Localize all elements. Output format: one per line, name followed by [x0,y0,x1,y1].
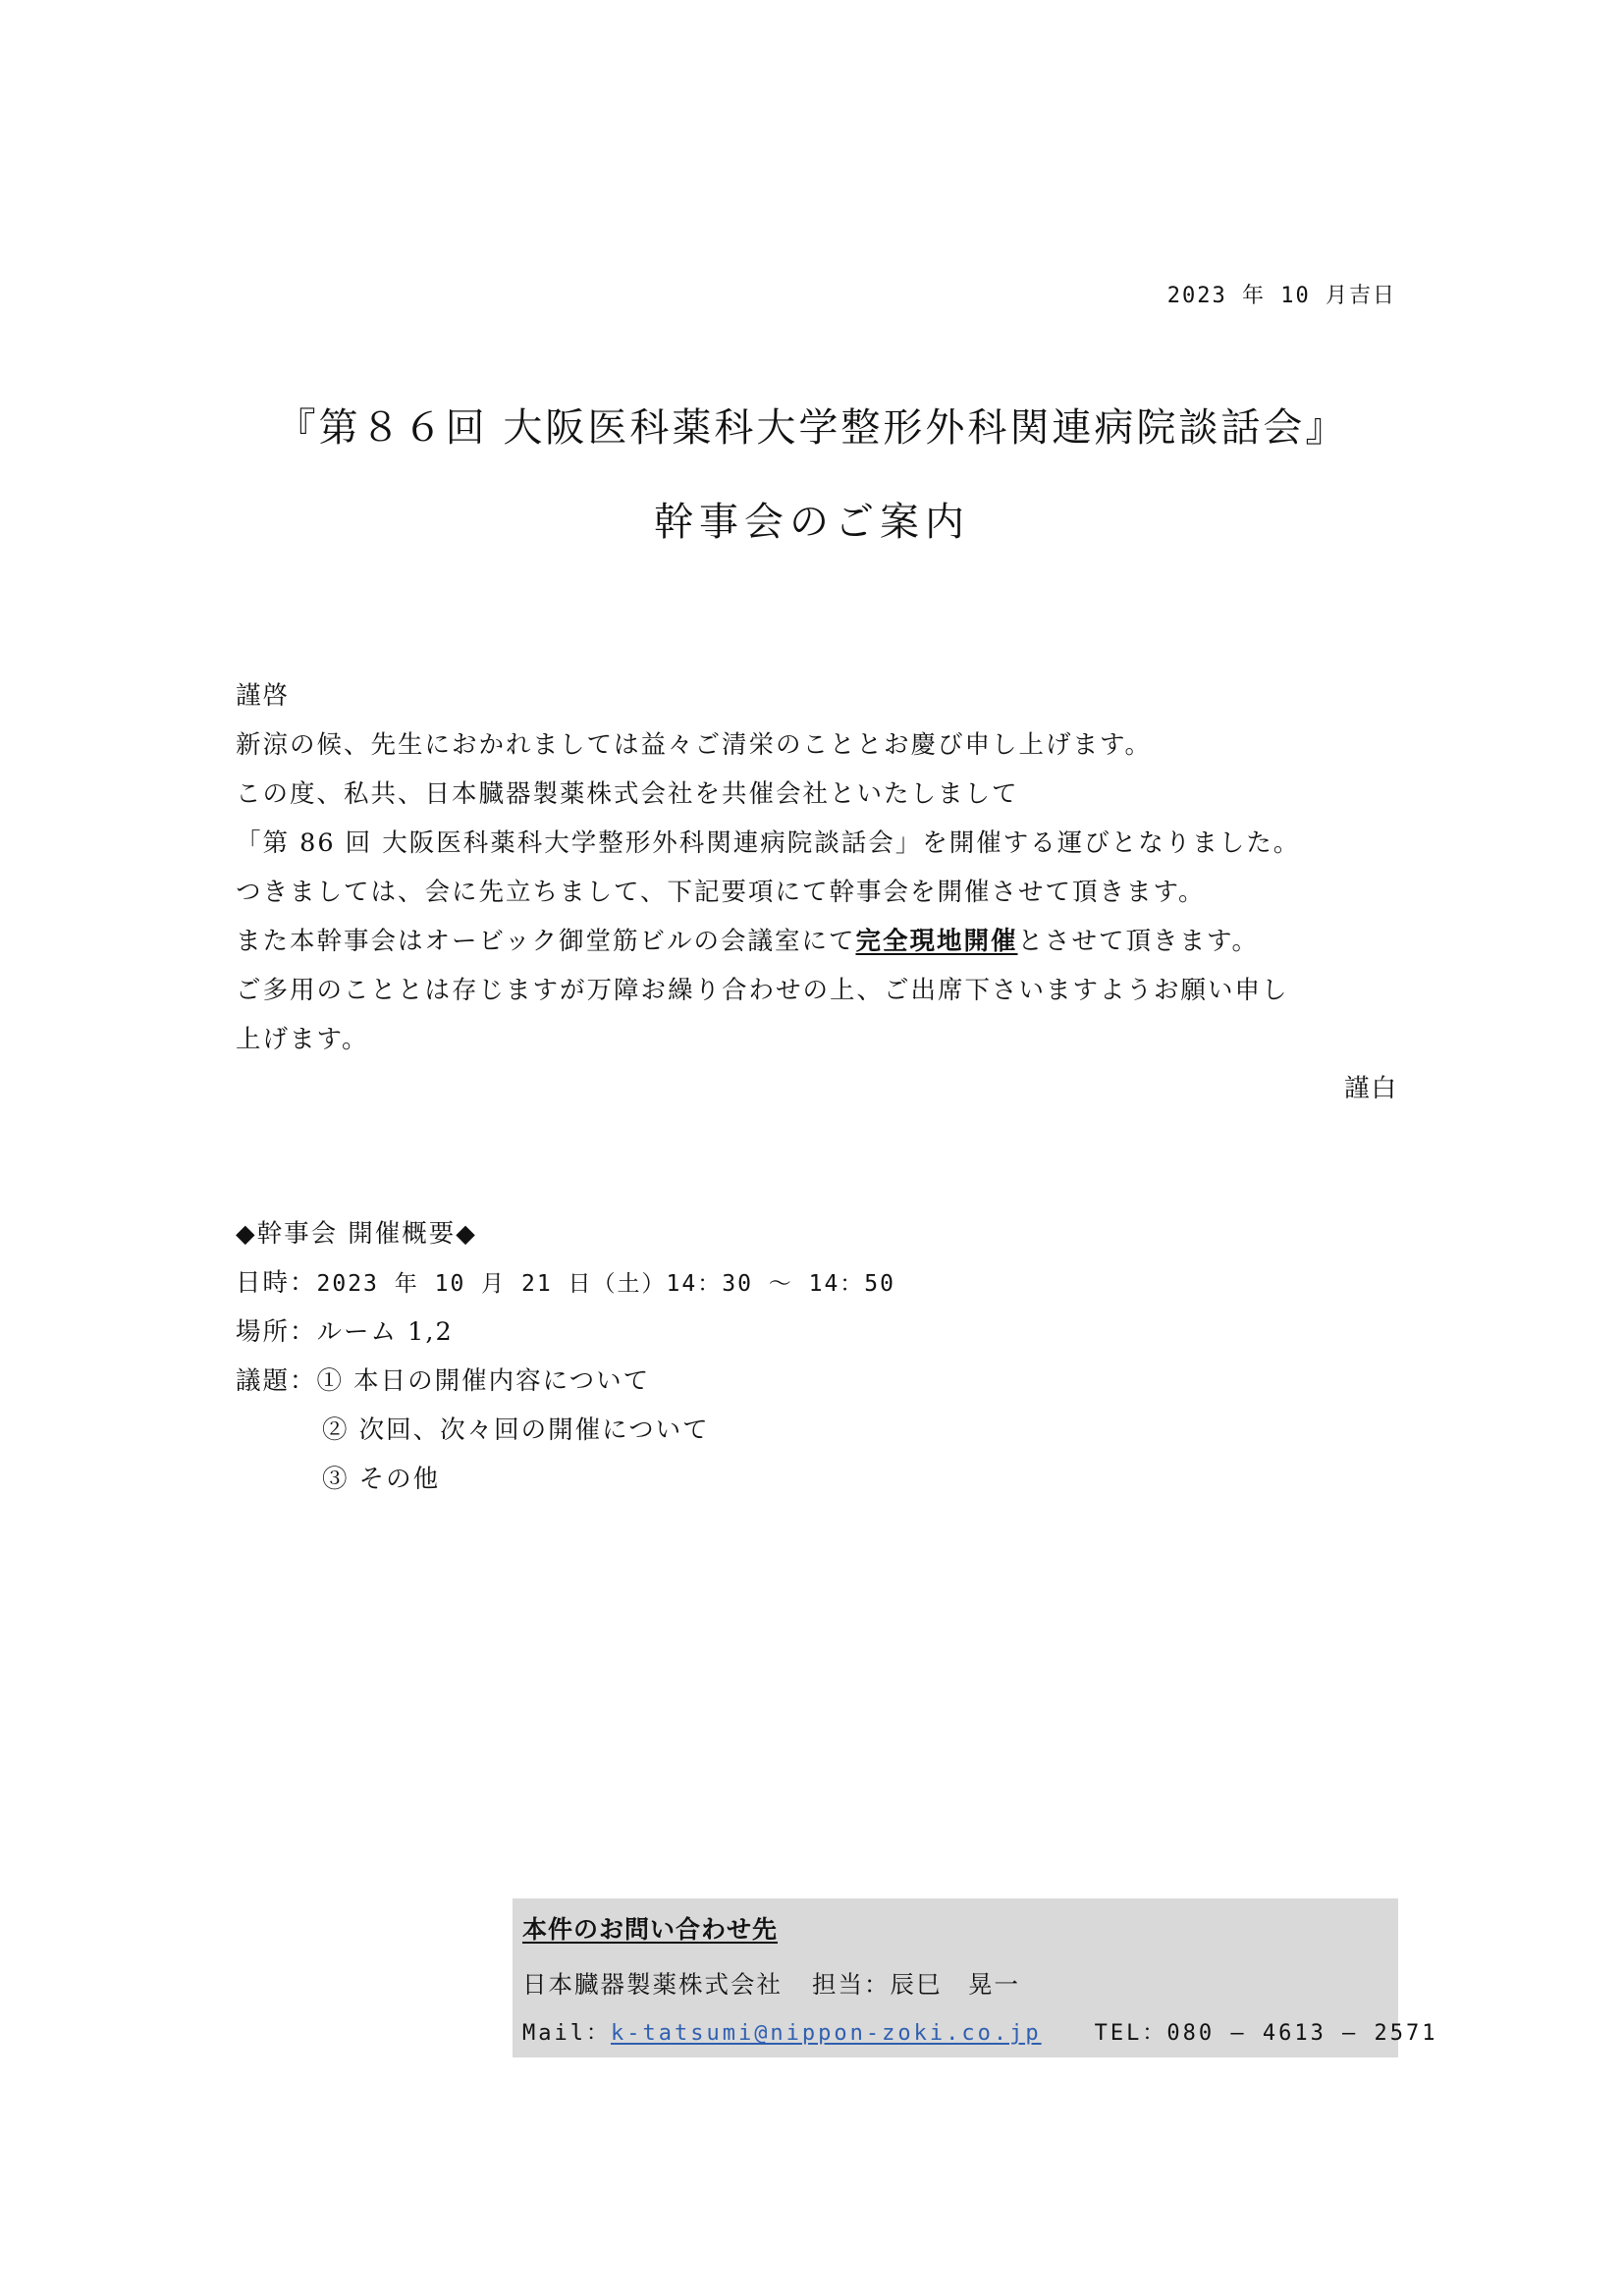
datetime-value: 2023 年 10 月 21 日（土）14：30 〜 14：50 [316,1271,896,1297]
tel-number: 080 – 4613 – 2571 [1166,2021,1438,2046]
agenda-label: 議題： [236,1366,317,1396]
issue-date: 2023 年 10 月吉日 [1166,284,1396,308]
contact-company: 日本臓器製薬株式会社 [522,1970,783,1999]
document-subtitle: 幹事会のご案内 [654,500,970,545]
mail-label: Mail： [522,2021,611,2046]
letter-line: 「第 86 回 大阪医科薬科大学整形外科関連病院談話会」を開催する運びとなりました。 [236,828,1301,858]
contact-mail-line [522,2008,1438,2056]
letter-closing: 謹白 [1343,1074,1398,1103]
place-value: ルーム 1,2 [316,1317,454,1347]
mail-link[interactable]: k-tatsumi@nippon-zoki.co.jp [610,2021,1042,2046]
letter-line: ご多用のこととは存じますが万障お繰り合わせの上、ご出席下さいますようお願い申し [236,976,1289,1005]
tel-label: TEL： [1094,2021,1167,2046]
contact-company-line [522,1961,1388,2008]
agenda-item: ① 本日の開催内容について [316,1366,651,1396]
document-title: 『第８６回 大阪医科薬科大学整形外科関連病院談話会』 [276,405,1348,451]
letter-body [236,671,1398,1113]
venue-text-before: また本幹事会はオービック御堂筋ビルの会議室にて [236,927,856,956]
venue-line [236,917,1398,966]
agenda-item: ② 次回、次々回の開催について [322,1415,710,1445]
agenda-item: ③ その他 [322,1465,441,1494]
venue-emphasis: 完全現地開催 [855,927,1018,956]
letter-opening: 謹啓 [236,681,291,711]
contact-staff-name: 辰巳 晃一 [890,1970,1020,1999]
letter-line: 新涼の候、先生におかれましては益々ご清栄のこととお慶び申し上げます。 [236,730,1152,760]
letter-line: この度、私共、日本臓器製薬株式会社を共催会社といたしまして [236,779,1019,809]
datetime-label: 日時： [236,1268,317,1298]
contact-box [513,1898,1438,2057]
summary-agenda [236,1357,1398,1406]
venue-text-after: とさせて頂きます。 [1017,927,1259,956]
summary-place [236,1308,1398,1357]
meeting-summary [236,1209,1398,1504]
summary-datetime [236,1258,1398,1308]
letter-line: つきましては、会に先立ちまして、下記要項にて幹事会を開催させて頂きます。 [236,878,1206,907]
summary-heading: ◆幹事会 開催概要◆ [236,1219,477,1249]
contact-staff-label: 担当： [812,1970,891,1999]
contact-heading: 本件のお問い合わせ先 [522,1915,779,1944]
place-label: 場所： [236,1317,317,1347]
letter-line: 上げます。 [236,1025,369,1054]
